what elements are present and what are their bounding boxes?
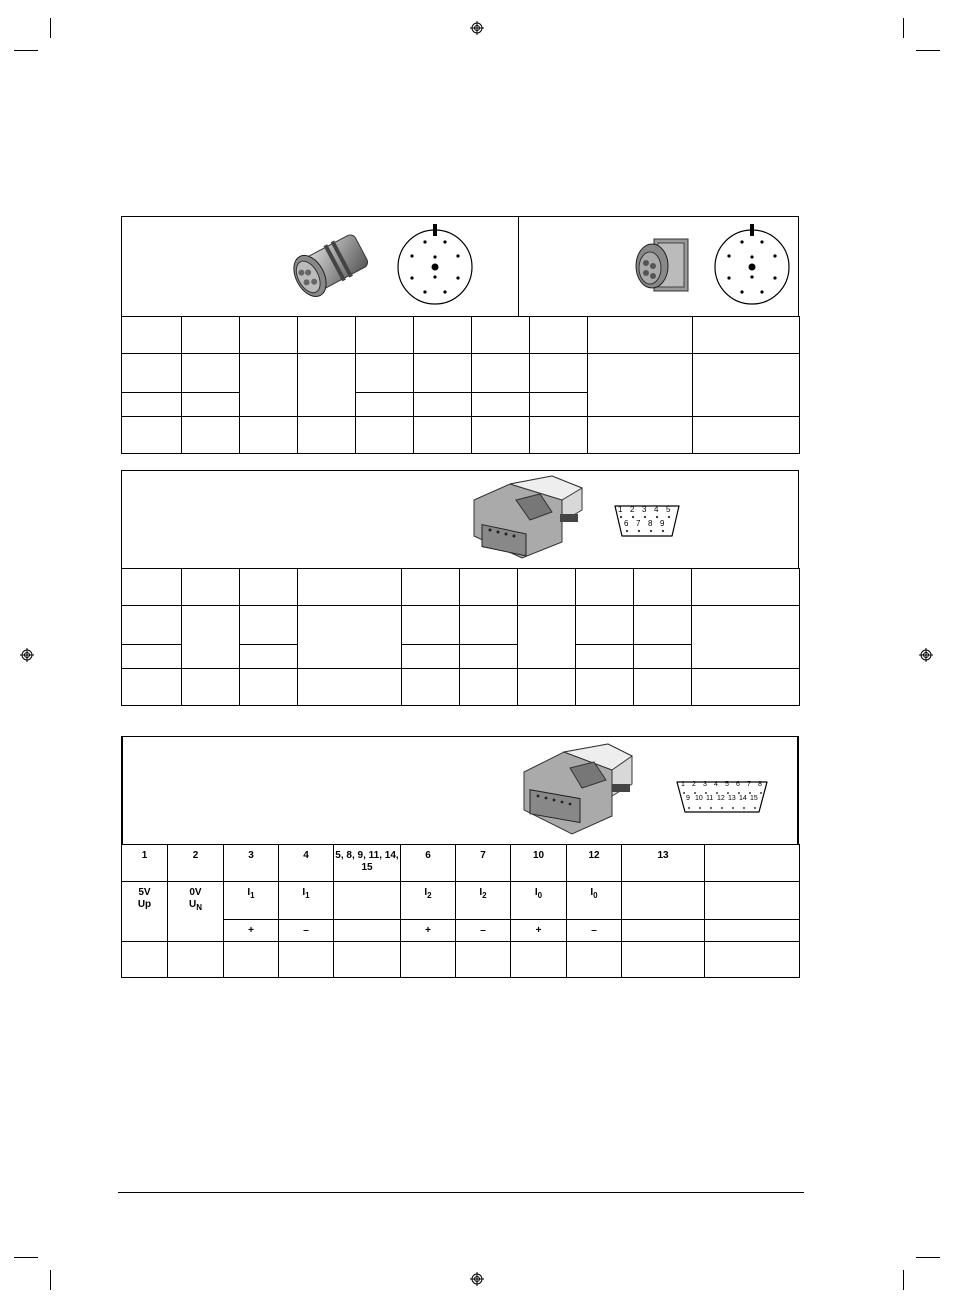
table-cell bbox=[401, 942, 456, 978]
table-cell bbox=[298, 354, 356, 417]
table-cell bbox=[240, 569, 298, 606]
table-cell bbox=[588, 417, 693, 454]
polarity-cell: – bbox=[567, 920, 622, 942]
signal-text: I bbox=[479, 887, 483, 898]
pin-label: 9 bbox=[660, 519, 665, 528]
table-cell bbox=[472, 393, 530, 417]
table-cell bbox=[530, 317, 588, 354]
pin-label: 6 bbox=[736, 781, 740, 788]
table-cell bbox=[356, 393, 414, 417]
dsub9-pin-table bbox=[121, 568, 800, 706]
pin-label: 2 bbox=[692, 781, 696, 788]
signal-cell bbox=[224, 882, 279, 920]
signal-text: 5V bbox=[138, 887, 151, 898]
polarity-cell: + bbox=[511, 920, 567, 942]
table-cell bbox=[298, 317, 356, 354]
table-cell bbox=[634, 606, 692, 645]
table-cell bbox=[240, 606, 298, 645]
table-cell bbox=[122, 645, 182, 669]
table-cell bbox=[693, 417, 800, 454]
pin-label: 2 bbox=[630, 505, 635, 514]
table-cell bbox=[356, 354, 414, 393]
table-cell bbox=[472, 317, 530, 354]
table-cell bbox=[622, 920, 705, 942]
signal-subscript: 1 bbox=[305, 891, 310, 900]
table-cell bbox=[414, 354, 472, 393]
registration-mark-icon bbox=[470, 21, 484, 35]
pin-label: 8 bbox=[648, 519, 653, 528]
table-cell bbox=[705, 942, 800, 978]
signal-cell bbox=[168, 882, 224, 942]
table-cell bbox=[182, 317, 240, 354]
table-cell bbox=[182, 417, 240, 454]
pin-label: 6 bbox=[624, 519, 629, 528]
signal-text: U bbox=[188, 899, 197, 910]
table-cell bbox=[122, 317, 182, 354]
table-cell bbox=[692, 669, 800, 706]
table-cell bbox=[705, 845, 800, 882]
table-cell bbox=[460, 669, 518, 706]
table-cell bbox=[530, 417, 588, 454]
pin-label: 5 bbox=[666, 505, 671, 514]
pin-number: 10 bbox=[511, 845, 567, 882]
pin-number: 5, 8, 9, 11, 14, 15 bbox=[334, 845, 401, 882]
table-cell bbox=[588, 317, 693, 354]
table-cell bbox=[122, 393, 182, 417]
table-cell bbox=[518, 569, 576, 606]
table-cell bbox=[182, 393, 240, 417]
crop-mark bbox=[50, 18, 51, 38]
round-plug-pin-face-icon bbox=[395, 222, 475, 308]
table-cell bbox=[530, 354, 588, 393]
signal-subscript: 2 bbox=[482, 891, 487, 900]
crop-mark bbox=[14, 50, 38, 51]
pin-number: 7 bbox=[456, 845, 511, 882]
round-plug-illustration bbox=[278, 228, 373, 308]
table-cell bbox=[588, 354, 693, 417]
signal-subscript: 2 bbox=[427, 891, 432, 900]
crop-mark bbox=[903, 1270, 904, 1290]
round-socket-pin-face-icon bbox=[712, 222, 792, 308]
dsub9-plug-illustration bbox=[470, 470, 585, 565]
dsub15-pin-table bbox=[121, 844, 800, 978]
table-cell bbox=[414, 317, 472, 354]
table-cell bbox=[298, 606, 402, 669]
dsub15-pin-face bbox=[674, 779, 770, 815]
table-cell bbox=[298, 669, 402, 706]
signal-cell bbox=[511, 882, 567, 920]
pin-label: 14 bbox=[739, 795, 747, 802]
signal-text: I bbox=[247, 887, 251, 898]
table-cell bbox=[122, 569, 182, 606]
table-cell bbox=[576, 606, 634, 645]
table-cell bbox=[692, 606, 800, 669]
pin-label: 15 bbox=[750, 795, 758, 802]
table-cell bbox=[356, 317, 414, 354]
table-cell bbox=[622, 942, 705, 978]
signal-text: I bbox=[424, 887, 428, 898]
table-cell bbox=[518, 606, 576, 669]
table-cell bbox=[182, 569, 240, 606]
crop-mark bbox=[903, 18, 904, 38]
table-cell bbox=[705, 882, 800, 920]
table-cell bbox=[414, 393, 472, 417]
table-cell bbox=[298, 569, 402, 606]
table-cell bbox=[402, 645, 460, 669]
pin-label: 3 bbox=[642, 505, 647, 514]
table-cell bbox=[334, 920, 401, 942]
table-cell bbox=[122, 669, 182, 706]
dsub9-pin-face bbox=[612, 503, 682, 539]
registration-mark-icon bbox=[919, 648, 933, 662]
table-cell bbox=[530, 393, 588, 417]
signal-text: I bbox=[534, 887, 538, 898]
table-cell bbox=[122, 417, 182, 454]
crop-mark bbox=[14, 1257, 38, 1258]
pin-label: 5 bbox=[725, 781, 729, 788]
table-cell bbox=[334, 882, 401, 920]
round-connector-pin-table bbox=[121, 316, 800, 454]
table-cell bbox=[472, 417, 530, 454]
polarity-cell: – bbox=[456, 920, 511, 942]
table-cell bbox=[567, 942, 622, 978]
crop-mark bbox=[50, 1270, 51, 1290]
dsub15-plug-illustration bbox=[520, 740, 635, 840]
footer-rule bbox=[118, 1192, 804, 1193]
table-cell bbox=[705, 920, 800, 942]
pin-label: 1 bbox=[618, 505, 623, 514]
pin-label: 10 bbox=[695, 795, 703, 802]
signal-cell bbox=[456, 882, 511, 920]
pin-number: 2 bbox=[168, 845, 224, 882]
table-cell bbox=[240, 645, 298, 669]
pin-label: 9 bbox=[686, 795, 690, 802]
signal-cell bbox=[122, 882, 168, 942]
pin-label: 4 bbox=[654, 505, 659, 514]
table-cell bbox=[634, 569, 692, 606]
table-cell bbox=[298, 417, 356, 454]
table-cell bbox=[240, 317, 298, 354]
table-cell bbox=[460, 606, 518, 645]
pin-label: 1 bbox=[681, 781, 685, 788]
pin-number: 13 bbox=[622, 845, 705, 882]
table-cell bbox=[472, 354, 530, 393]
table-cell bbox=[122, 606, 182, 645]
signal-subscript: N bbox=[196, 903, 202, 912]
pin-number: 6 bbox=[401, 845, 456, 882]
crop-mark bbox=[916, 50, 940, 51]
pin-label: 4 bbox=[714, 781, 718, 788]
table-cell bbox=[402, 669, 460, 706]
table-cell bbox=[402, 606, 460, 645]
table-cell bbox=[634, 645, 692, 669]
signal-subscript: 0 bbox=[593, 891, 598, 900]
polarity-cell: – bbox=[279, 920, 334, 942]
pin-label: 13 bbox=[728, 795, 736, 802]
signal-text: Up bbox=[137, 899, 152, 910]
dsub9-outline-icon bbox=[612, 503, 682, 539]
pin-label: 7 bbox=[747, 781, 751, 788]
pin-number: 1 bbox=[122, 845, 168, 882]
table-cell bbox=[576, 645, 634, 669]
polarity-cell: + bbox=[224, 920, 279, 942]
table-cell bbox=[576, 669, 634, 706]
signal-cell bbox=[567, 882, 622, 920]
signal-text: I bbox=[590, 887, 594, 898]
table-cell bbox=[576, 569, 634, 606]
table-cell bbox=[122, 942, 168, 978]
table-cell bbox=[460, 569, 518, 606]
table-cell bbox=[622, 882, 705, 920]
pin-label: 11 bbox=[706, 795, 714, 802]
table-cell bbox=[168, 942, 224, 978]
signal-cell bbox=[279, 882, 334, 920]
table-cell bbox=[460, 645, 518, 669]
table-cell bbox=[240, 669, 298, 706]
table-cell bbox=[634, 669, 692, 706]
table-cell bbox=[693, 317, 800, 354]
table-cell bbox=[402, 569, 460, 606]
signal-text: I bbox=[302, 887, 306, 898]
table-cell bbox=[182, 669, 240, 706]
pin-label: 3 bbox=[703, 781, 707, 788]
pin-number: 3 bbox=[224, 845, 279, 882]
table-cell bbox=[692, 569, 800, 606]
table-cell bbox=[240, 354, 298, 417]
registration-mark-icon bbox=[470, 1272, 484, 1286]
table-cell bbox=[518, 669, 576, 706]
signal-subscript: 1 bbox=[250, 891, 255, 900]
table-cell bbox=[334, 942, 401, 978]
polarity-cell: + bbox=[401, 920, 456, 942]
table-cell bbox=[122, 354, 182, 393]
signal-text: 0V bbox=[189, 887, 202, 898]
table-cell bbox=[182, 354, 240, 393]
table-cell bbox=[511, 942, 567, 978]
signal-cell bbox=[401, 882, 456, 920]
table-cell bbox=[356, 417, 414, 454]
registration-mark-icon bbox=[20, 648, 34, 662]
round-socket-illustration bbox=[632, 233, 692, 299]
pin-label: 7 bbox=[636, 519, 641, 528]
pin-label: 8 bbox=[758, 781, 762, 788]
table-cell bbox=[182, 606, 240, 669]
table-cell bbox=[693, 354, 800, 417]
table-cell bbox=[279, 942, 334, 978]
table-cell bbox=[456, 942, 511, 978]
signal-text-group bbox=[168, 899, 223, 914]
table-cell bbox=[414, 417, 472, 454]
table-cell bbox=[224, 942, 279, 978]
pin-label: 12 bbox=[717, 795, 725, 802]
crop-mark bbox=[916, 1257, 940, 1258]
panel-divider bbox=[518, 216, 519, 317]
signal-subscript: 0 bbox=[537, 891, 543, 900]
dsub9-panel bbox=[121, 470, 799, 569]
pin-number: 4 bbox=[279, 845, 334, 882]
pin-number: 12 bbox=[567, 845, 622, 882]
table-cell bbox=[240, 417, 298, 454]
